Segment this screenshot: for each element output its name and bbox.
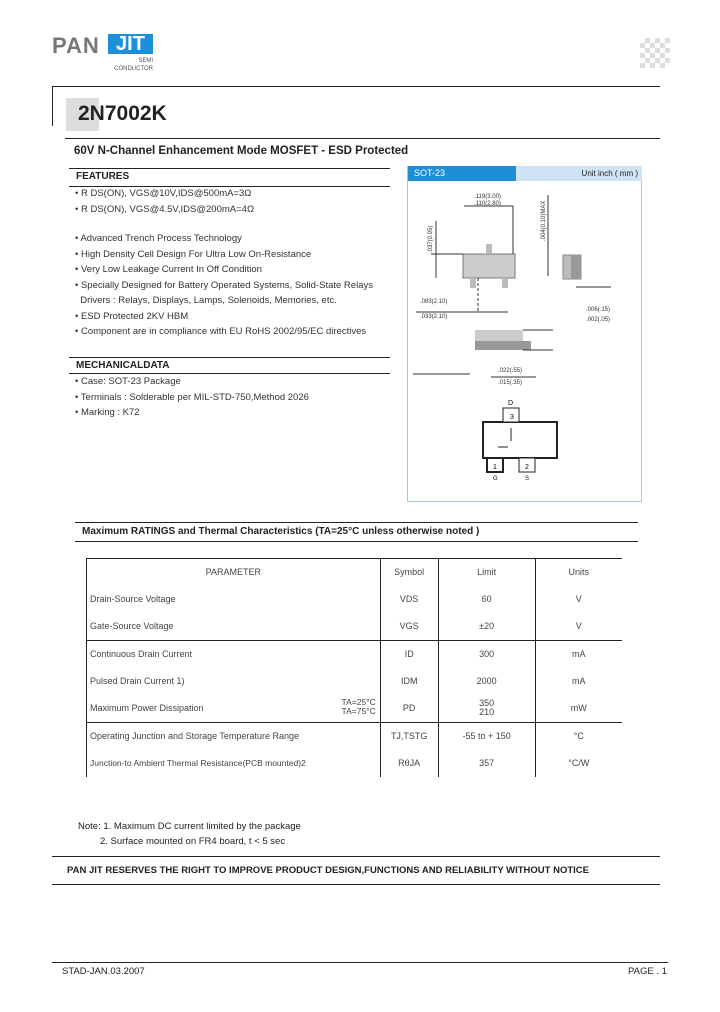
decor-pattern	[640, 38, 670, 68]
note-1: Note: 1. Maximum DC current limited by the package	[78, 821, 301, 832]
list-item: Drivers : Relays, Displays, Lamps, Solenoids, Memories, etc.	[80, 295, 337, 306]
ratings-title: Maximum RATINGS and Thermal Characteristics (TA=25°C unless otherwise noted )	[82, 526, 480, 537]
list-item: • High Density Cell Design For Ultra Low On-Resistance	[75, 248, 312, 260]
list-item: • Advanced Trench Process Technology	[75, 233, 242, 244]
dim-label: .033(2.10)	[420, 314, 448, 320]
table-row: Gate-Source Voltage VGS ±20 V	[87, 613, 623, 640]
table-row: Drain-Source Voltage VDS 60 V	[87, 586, 623, 613]
pin-1-label: 1	[493, 464, 497, 471]
list-item: • Very Low Leakage Current In Off Condition	[75, 264, 262, 275]
page-title: 2N7002K	[78, 102, 167, 125]
list-item: • Specially Designed for Battery Operated Systems, Solid-State Relays	[75, 279, 373, 291]
package-panel	[407, 166, 642, 502]
dim-label: .004(0.10)MAX	[541, 200, 547, 241]
table-header: PARAMETER Symbol Limit Units	[87, 559, 623, 586]
page-number: PAGE . 1	[628, 966, 667, 977]
dim-label: .037(0.95)	[428, 225, 434, 253]
logo-semi: SEMI	[138, 58, 153, 64]
pin-d-label: D	[508, 400, 514, 407]
list-item: • R DS(ON), VGS@10V,IDS@500mA=3Ω	[75, 188, 252, 199]
table-row: Junction-to Ambient Thermal Resistance(PCB mounted)2 RθJA 357 °C/W	[87, 750, 623, 777]
subtitle: 60V N-Channel Enhancement Mode MOSFET - ESD Protected	[74, 145, 409, 157]
dim-label: .022(.55)	[498, 368, 523, 374]
pin-3-label: 3	[510, 414, 514, 421]
table-row: Continuous Drain Current ID 300 mA	[87, 640, 623, 667]
table-row: Maximum Power Dissipation TA=25°C TA=75°C PD 350 210 mW	[87, 695, 623, 722]
notice: PAN JIT RESERVES THE RIGHT TO IMPROVE PRODUCT DESIGN,FUNCTIONS AND RELIABILITY WITHOUT NOTICE	[67, 865, 590, 876]
note-2: 2. Surface mounted on FR4 board, t < 5 sec	[100, 836, 286, 847]
package-drawing	[408, 181, 642, 501]
pin-g-label: G	[493, 476, 498, 482]
list-item: • Marking : K72	[75, 407, 140, 418]
list-item: • Terminals : Solderable per MIL-STD-750,Method 2026	[75, 391, 309, 403]
mechanical-title: MECHANICALDATA	[76, 360, 170, 371]
list-item: • Case: SOT-23 Package	[75, 376, 181, 387]
dim-label: .015(.35)	[498, 380, 523, 386]
list-item: • R DS(ON), VGS@4.5V,IDS@200mA=4Ω	[75, 203, 255, 215]
logo-conductor: CONDUCTOR	[114, 66, 153, 72]
list-item: • ESD Protected 2KV HBM	[75, 310, 189, 322]
package-unit: Unit inch ( mm )	[516, 166, 642, 181]
logo-jit: JIT	[108, 34, 153, 54]
dim-label: .110(2.80)	[474, 201, 501, 207]
dim-label: .119(3.00)	[474, 194, 501, 200]
dim-label: .002(.05)	[586, 317, 611, 323]
dim-label: .083(2.10)	[420, 299, 448, 305]
table-row: Operating Junction and Storage Temperature Range TJ,TSTG -55 to + 150 °C	[87, 722, 623, 749]
footer-date: STAD-JAN.03.2007	[62, 966, 145, 977]
features-list	[75, 188, 373, 342]
pin-2-label: 2	[525, 464, 529, 471]
logo-pan: PAN	[52, 33, 100, 58]
features-title: FEATURES	[76, 171, 130, 182]
pin-s-label: S	[525, 476, 530, 482]
mechanical-list	[75, 376, 309, 423]
list-item: • Component are in compliance with EU RoHS 2002/95/EC directives	[75, 326, 367, 337]
package-name: SOT-23	[408, 166, 516, 181]
ratings-table	[86, 558, 622, 777]
table-row: Pulsed Drain Current 1) IDM 2000 mA	[87, 668, 623, 695]
dim-label: .006(.15)	[586, 307, 611, 313]
